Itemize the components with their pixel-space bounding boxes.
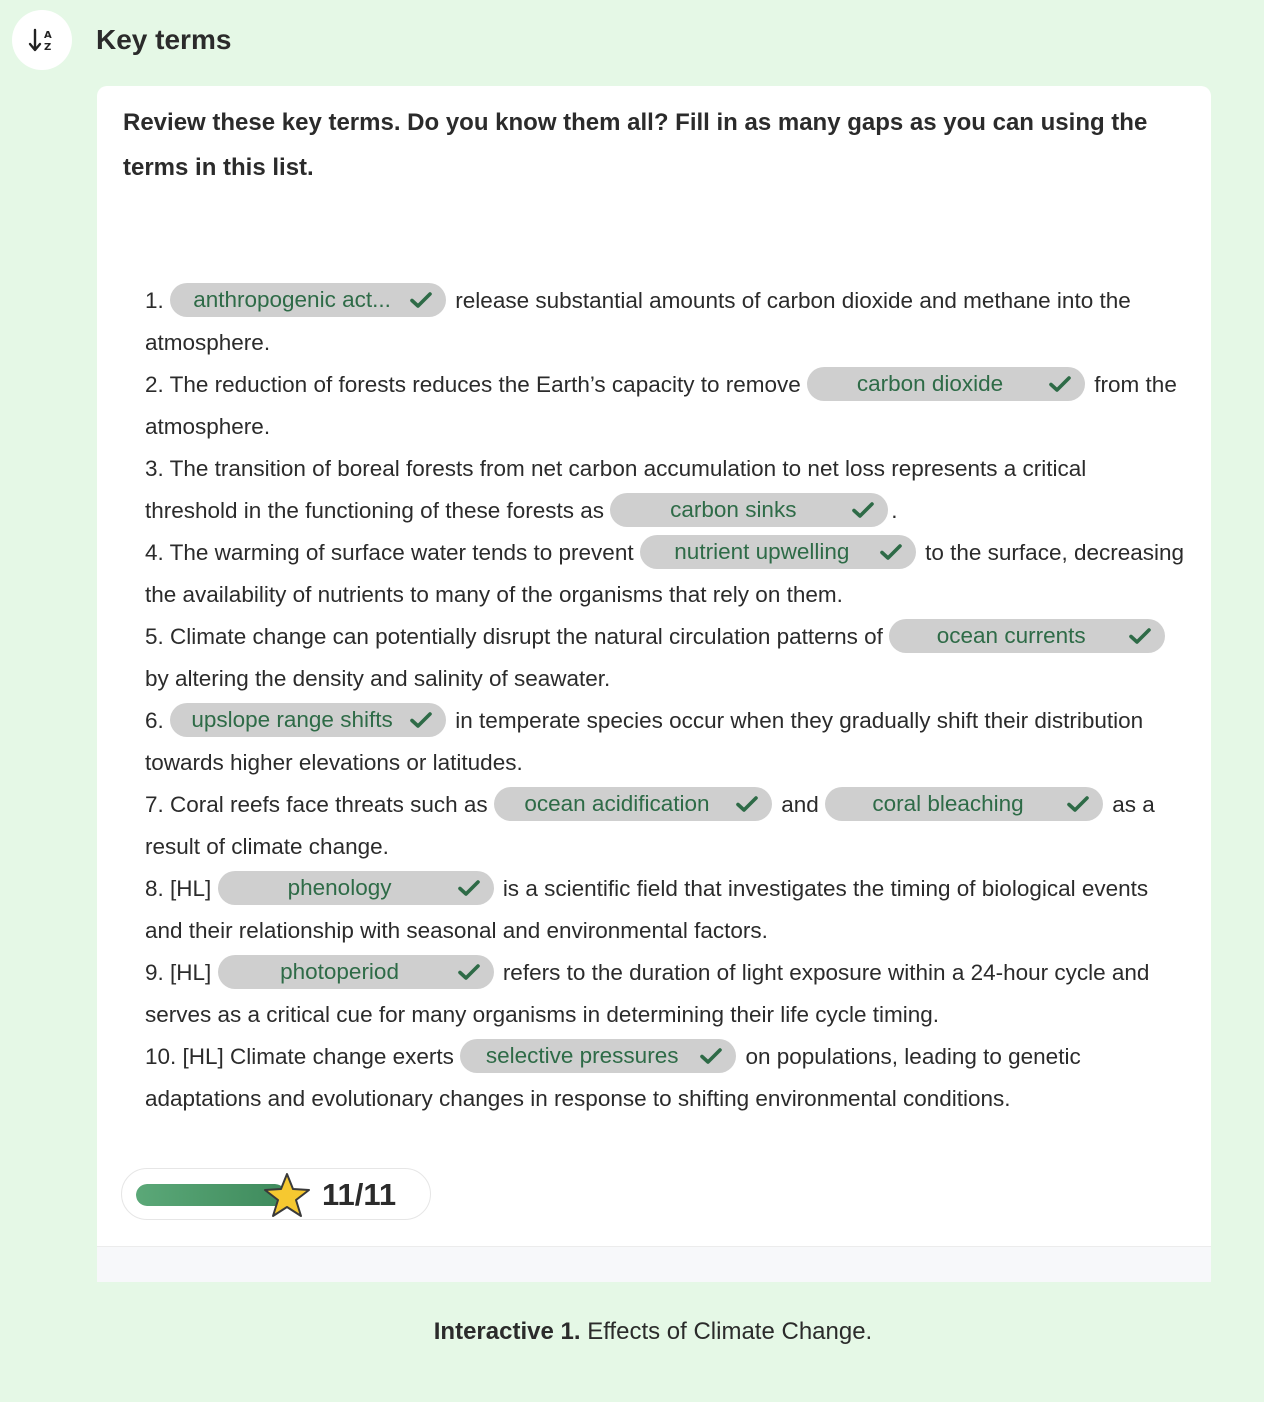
answer-text: ocean currents [936, 623, 1086, 649]
question-9 [145, 952, 1185, 1036]
question-text: 3. The transition of boreal forests from net carbon accumulation to net loss represents a critical threshold in the functioning of these forests as [145, 456, 1087, 523]
check-icon [736, 795, 758, 813]
question-text: 6. [145, 708, 164, 733]
answer-blank[interactable] [460, 1039, 736, 1073]
answer-text: phenology [287, 875, 392, 901]
question-text: 4. The warming of surface water tends to prevent [145, 540, 634, 565]
sort-button[interactable] [12, 10, 72, 70]
question-8 [145, 868, 1185, 952]
progress-indicator [121, 1168, 431, 1220]
answer-blank[interactable] [825, 787, 1103, 821]
question-text: 10. [HL] Climate change exerts [145, 1044, 454, 1069]
svg-text:A: A [44, 30, 52, 41]
question-text: by altering the density and salinity of seawater. [145, 666, 611, 691]
check-icon [458, 879, 480, 897]
answer-blank[interactable] [170, 283, 446, 317]
svg-text:Z: Z [44, 42, 52, 53]
section-header [12, 10, 231, 70]
question-text: refers to the duration of light exposure within a 24-hour cycle and serves as a critical cue for many organisms in determining their life cycle timing. [145, 960, 1150, 1027]
sort-az-icon [27, 25, 57, 55]
check-icon [700, 1047, 722, 1065]
question-1 [145, 280, 1185, 364]
question-3 [145, 448, 1185, 532]
score-text: 11/11 [322, 1177, 397, 1212]
check-icon [1049, 375, 1071, 393]
answer-blank[interactable] [610, 493, 888, 527]
star-icon [262, 1171, 312, 1219]
check-icon [410, 711, 432, 729]
gap-fill-questions [145, 280, 1185, 1120]
question-text: 8. [HL] [145, 876, 212, 901]
question-7 [145, 784, 1185, 868]
answer-blank[interactable] [640, 535, 916, 569]
question-text: as a result of climate change. [145, 792, 1155, 859]
answer-text: anthropogenic act... [193, 287, 391, 313]
question-text: 1. [145, 288, 164, 313]
question-5 [145, 616, 1185, 700]
answer-text: selective pressures [485, 1043, 679, 1069]
question-4 [145, 532, 1185, 616]
check-icon [1067, 795, 1089, 813]
answer-text: photoperiod [280, 959, 399, 985]
answer-text: coral bleaching [872, 791, 1024, 817]
section-title: Key terms [96, 24, 232, 55]
check-icon [852, 501, 874, 519]
question-text: to the surface, decreasing the availability of nutrients to many of the organisms that rely on them. [145, 540, 1185, 607]
answer-blank[interactable] [218, 955, 494, 989]
question-text: in temperate species occur when they gradually shift their distribution towards higher elevations or latitudes. [145, 708, 1144, 775]
answer-blank[interactable] [807, 367, 1085, 401]
check-icon [410, 291, 432, 309]
caption-text: Effects of Climate Change. [587, 1318, 873, 1345]
question-text: 9. [HL] [145, 960, 212, 985]
answer-blank[interactable] [494, 787, 772, 821]
question-text: is a scientific field that investigates the timing of biological events and their relationship with seasonal and environmental factors. [145, 876, 1149, 943]
figure-caption [0, 1318, 1264, 1346]
answer-text: carbon dioxide [856, 371, 1004, 397]
question-text: 5. Climate change can potentially disrupt the natural circulation patterns of [145, 624, 883, 649]
answer-text: nutrient upwelling [674, 539, 850, 565]
question-10 [145, 1036, 1185, 1120]
card-footer [97, 1246, 1211, 1282]
answer-text: carbon sinks [670, 497, 797, 523]
check-icon [458, 963, 480, 981]
question-text: on populations, leading to genetic adaptations and evolutionary changes in response to shifting environmental conditions. [145, 1044, 1081, 1111]
answer-blank[interactable] [170, 703, 446, 737]
answer-blank[interactable] [218, 871, 494, 905]
question-text: release substantial amounts of carbon dioxide and methane into the atmosphere. [145, 288, 1131, 355]
question-text: from the atmosphere. [145, 372, 1177, 439]
question-2 [145, 364, 1185, 448]
question-text: 7. Coral reefs face threats such as [145, 792, 488, 817]
question-text: and [781, 792, 819, 817]
answer-blank[interactable] [889, 619, 1165, 653]
question-6 [145, 700, 1185, 784]
check-icon [880, 543, 902, 561]
instructions-text: Review these key terms. Do you know them all? Fill in as many gaps as you can using the terms in this list. [123, 109, 1148, 181]
key-terms-card [97, 86, 1211, 1282]
question-text: . [891, 498, 898, 523]
caption-label: Interactive 1. [433, 1318, 581, 1345]
answer-text: upslope range shifts [191, 707, 393, 733]
question-text: 2. The reduction of forests reduces the Earth’s capacity to remove [145, 372, 801, 397]
answer-text: ocean acidification [524, 791, 710, 817]
check-icon [1129, 627, 1151, 645]
